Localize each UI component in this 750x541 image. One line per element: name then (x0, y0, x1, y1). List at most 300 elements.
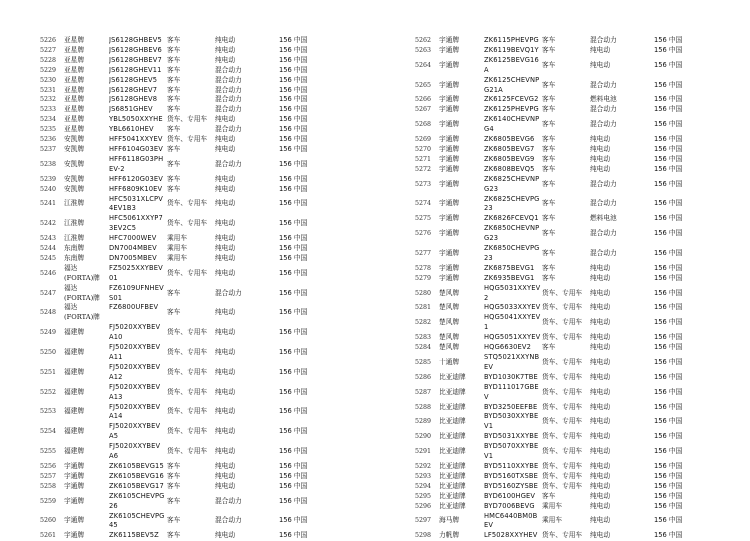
vehicle-type-cell (542, 472, 590, 482)
brand-cell-line: 比亚迪牌 (439, 491, 466, 500)
country-cell: 156 中国 (279, 481, 308, 490)
country-cell: 156 中国 (654, 144, 683, 153)
model-cell (484, 145, 542, 155)
model-cell (484, 95, 542, 105)
power-type-cell (590, 289, 654, 299)
table-row (40, 363, 370, 383)
table-row (40, 155, 370, 175)
vehicle-type-cell-line: 货车、专用车 (542, 288, 583, 297)
brand-cell-line: 安凯牌 (64, 159, 85, 168)
model-cell-line: ZK6140CHEVNP (484, 115, 540, 124)
table-row (40, 303, 370, 323)
brand-cell (64, 145, 109, 155)
model-cell-line: HFC5061XXYP7 (109, 214, 163, 223)
model-cell (484, 383, 542, 403)
model-cell-line: ZK6850CHEVPG (484, 244, 540, 253)
brand-cell-line: 亚星牌 (64, 125, 85, 134)
country-cell: 156 中国 (654, 288, 683, 297)
vehicle-type-cell-line: 货车、专用车 (167, 367, 208, 376)
model-cell-line: A11 (109, 353, 123, 361)
row-number: 5238 (40, 160, 57, 168)
brand-cell (64, 303, 109, 323)
brand-cell-line: 宇通牌 (439, 120, 460, 129)
row-number: 5240 (40, 185, 57, 193)
table-row (40, 343, 370, 363)
power-type-cell-line: 混合动力 (215, 65, 242, 74)
vehicle-type-cell-line: 货车、专用车 (167, 348, 208, 357)
country-cell: 156 中国 (654, 80, 683, 89)
model-cell-line: S01 (109, 293, 123, 302)
brand-cell (64, 36, 109, 46)
table-row (415, 46, 740, 56)
brand-cell (439, 46, 484, 56)
model-cell (484, 264, 542, 274)
country-cell: 156 中国 (279, 184, 308, 193)
row-number: 5270 (415, 145, 432, 153)
model-cell-line: ZK6105BEVG17 (109, 481, 164, 490)
vehicle-type-cell-line: 客车 (167, 55, 181, 64)
table-row (415, 502, 740, 512)
row-number: 5286 (415, 373, 432, 381)
power-type-cell-line: 纯电动 (590, 372, 611, 381)
power-type-cell-line: 纯电动 (590, 387, 611, 396)
vehicle-type-cell (542, 373, 590, 383)
vehicle-type-cell (167, 289, 215, 299)
country-cell: 156 中国 (279, 105, 308, 114)
country-cell: 156 中国 (654, 263, 683, 272)
brand-cell (64, 175, 109, 185)
row-number: 5279 (415, 274, 432, 282)
country-cell: 156 中国 (654, 45, 683, 54)
brand-cell (64, 531, 109, 541)
country-cell: 156 中国 (279, 367, 308, 376)
row-number: 5272 (415, 165, 432, 173)
vehicle-type-cell (167, 368, 215, 378)
brand-cell (439, 199, 484, 209)
brand-cell-line: 安凯牌 (64, 184, 85, 193)
power-type-cell (590, 199, 654, 209)
model-cell-line: HFC7000WEV (109, 234, 157, 243)
model-cell (109, 531, 167, 541)
model-cell-line: DN7004MBEV (109, 244, 157, 253)
model-cell (109, 512, 167, 532)
country-cell: 156 中国 (279, 268, 308, 277)
power-type-cell (590, 502, 654, 512)
power-type-cell-line: 燃料电池 (590, 95, 617, 104)
row-number: 5268 (415, 121, 432, 129)
brand-cell (64, 219, 109, 229)
power-type-cell-line: 混合动力 (590, 105, 617, 114)
power-type-cell-line: 纯电动 (215, 531, 236, 540)
model-cell-line: DN7005MBEV (109, 253, 157, 262)
country-cell: 156 中国 (279, 115, 308, 124)
power-type-cell (215, 269, 279, 279)
row-number: 5295 (415, 492, 432, 500)
table-row (40, 76, 370, 86)
brand-cell (439, 373, 484, 383)
vehicle-type-cell (542, 95, 590, 105)
brand-cell-line: 比亚迪牌 (439, 432, 466, 441)
model-cell-line: HFF5041XXYEV (109, 135, 163, 144)
vehicle-type-cell (167, 407, 215, 417)
brand-cell-line: 宇通牌 (439, 36, 460, 44)
table-row (40, 512, 370, 532)
country-cell: 156 中国 (654, 432, 683, 441)
row-number: 5273 (415, 180, 432, 188)
vehicle-type-cell (167, 95, 215, 105)
brand-cell (64, 185, 109, 195)
model-cell-line: 26 (109, 501, 118, 510)
table-row (40, 531, 370, 541)
vehicle-type-cell-line: 客车 (542, 45, 556, 54)
power-type-cell (215, 234, 279, 244)
model-cell-line: ZK6805BEVG7 (484, 144, 535, 153)
brand-cell (439, 155, 484, 165)
vehicle-type-cell-line: 货车、专用车 (167, 328, 208, 337)
vehicle-type-cell-line: 客车 (542, 95, 556, 104)
brand-cell-line: 福达 (64, 263, 78, 272)
brand-cell-line: 宇通牌 (64, 496, 85, 505)
table-row (415, 244, 740, 264)
vehicle-type-cell-line: 客车 (542, 263, 556, 272)
model-cell-line: JS6128GHEV7 (109, 85, 158, 94)
brand-cell (439, 492, 484, 502)
vehicle-type-cell-line: 客车 (167, 159, 181, 168)
power-type-cell (590, 531, 654, 541)
vehicle-type-cell (167, 472, 215, 482)
brand-cell (439, 95, 484, 105)
brand-cell (439, 447, 484, 457)
power-type-cell (215, 105, 279, 115)
model-cell-line: A5 (109, 432, 119, 441)
power-type-cell (215, 497, 279, 507)
brand-cell-line: 比亚迪牌 (439, 387, 466, 396)
model-cell-line: A6 (109, 452, 119, 461)
brand-cell-line: 宇通牌 (439, 263, 460, 272)
vehicle-type-cell-line: 客车 (542, 154, 556, 163)
brand-cell (64, 125, 109, 135)
brand-cell-line: 比亚迪牌 (439, 481, 466, 490)
vehicle-type-cell (542, 214, 590, 224)
power-type-cell-line: 混合动力 (590, 120, 617, 129)
table-row (415, 432, 740, 442)
row-number: 5278 (415, 264, 432, 272)
model-cell (109, 195, 167, 215)
brand-cell (439, 81, 484, 91)
vehicle-type-cell (542, 46, 590, 56)
vehicle-type-cell (167, 482, 215, 492)
brand-cell-line: 宇通牌 (439, 105, 460, 114)
power-type-cell-line: 纯电动 (590, 164, 611, 173)
model-cell (484, 502, 542, 512)
brand-cell (64, 516, 109, 526)
vehicle-type-cell-line: 客车 (167, 308, 181, 317)
power-type-cell (590, 373, 654, 383)
vehicle-type-cell-line: 货车、专用车 (167, 447, 208, 456)
model-cell (109, 244, 167, 254)
model-cell (109, 462, 167, 472)
country-cell: 156 中国 (654, 387, 683, 396)
row-number: 5258 (40, 482, 57, 490)
row-number: 5242 (40, 220, 57, 228)
power-type-cell (590, 358, 654, 368)
vehicle-type-cell (167, 135, 215, 145)
brand-cell-line: 福达 (64, 303, 78, 312)
vehicle-type-cell-line: 乘用车 (167, 253, 188, 262)
row-number: 5233 (40, 106, 57, 114)
model-cell (109, 323, 167, 343)
power-type-cell (215, 472, 279, 482)
vehicle-type-cell-line: 客车 (167, 461, 181, 470)
model-cell (484, 214, 542, 224)
power-type-cell (215, 254, 279, 264)
brand-cell-line: 楚风牌 (439, 303, 460, 312)
model-cell (109, 482, 167, 492)
brand-cell (439, 333, 484, 343)
brand-cell-line: 江淮牌 (64, 234, 85, 243)
vehicle-type-cell (542, 447, 590, 457)
brand-cell (64, 497, 109, 507)
power-type-cell-line: 纯电动 (215, 144, 236, 153)
vehicle-type-cell (542, 318, 590, 328)
row-number: 5236 (40, 136, 57, 144)
power-type-cell-line: 纯电动 (215, 447, 236, 456)
power-type-cell-line: 纯电动 (215, 461, 236, 470)
model-cell (484, 462, 542, 472)
country-cell: 156 中国 (279, 253, 308, 262)
model-cell-line: FJ5020XXYBEV (109, 402, 161, 411)
table-row (415, 313, 740, 333)
model-cell-line: HQG5051XXYEV (484, 333, 541, 342)
row-number: 5294 (415, 482, 432, 490)
table-row (415, 145, 740, 155)
brand-cell (64, 86, 109, 96)
model-cell-line: HQG5031XXYEV (484, 283, 541, 292)
vehicle-type-cell (542, 249, 590, 259)
model-cell-line: ZK6115PHEVPG (484, 36, 539, 44)
vehicle-type-cell-line: 客车 (167, 471, 181, 480)
power-type-cell-line: 纯电动 (590, 144, 611, 153)
vehicle-type-cell (542, 135, 590, 145)
power-type-cell-line: 混合动力 (590, 229, 617, 238)
table-row (415, 442, 740, 462)
model-cell (109, 135, 167, 145)
table-row (415, 135, 740, 145)
power-type-cell (215, 56, 279, 66)
vehicle-type-cell (542, 502, 590, 512)
row-number: 5226 (40, 37, 57, 44)
power-type-cell (590, 180, 654, 190)
brand-cell-line: 东南牌 (64, 253, 85, 262)
model-cell-line: LF5028XXYHEV (484, 531, 538, 540)
power-type-cell-line: 纯电动 (590, 263, 611, 272)
power-type-cell-line: 混合动力 (215, 496, 242, 505)
model-cell-line: STQ5021XXYNB (484, 353, 540, 361)
vehicle-type-cell (167, 348, 215, 358)
vehicle-type-cell-line: 客车 (542, 80, 556, 89)
row-number: 5288 (415, 403, 432, 411)
model-cell-line: BYD5160ZYSBE (484, 481, 538, 490)
vehicle-type-cell (542, 303, 590, 313)
table-row (40, 254, 370, 264)
brand-cell-line: 亚星牌 (64, 115, 85, 124)
model-cell-line: EV (484, 521, 494, 530)
row-number: 5227 (40, 46, 57, 54)
model-cell-line: ZK6805BEVG9 (484, 154, 535, 163)
country-cell: 156 中国 (279, 447, 308, 456)
vehicle-type-cell (167, 66, 215, 76)
vehicle-type-cell-line: 乘用车 (542, 501, 563, 510)
row-number: 5298 (415, 532, 432, 540)
vehicle-type-cell (167, 497, 215, 507)
power-type-cell-line: 纯电动 (590, 333, 611, 342)
brand-cell (439, 264, 484, 274)
model-cell-line: ZK6935BEVG1 (484, 273, 535, 282)
power-type-cell (590, 472, 654, 482)
model-cell-line: HFF6104G03EV (109, 144, 164, 153)
brand-cell (64, 95, 109, 105)
model-cell (109, 363, 167, 383)
brand-cell (439, 531, 484, 541)
country-cell: 156 中国 (654, 516, 683, 525)
model-cell-line: FJ5020XXYBEV (109, 343, 161, 352)
table-row (40, 105, 370, 115)
brand-cell-line: 宇通牌 (439, 45, 460, 54)
vehicle-type-cell-line: 客车 (167, 288, 181, 297)
country-cell: 156 中国 (279, 199, 308, 208)
model-cell-line: HMC6440BM0B (484, 511, 538, 520)
row-number: 5247 (40, 289, 57, 297)
model-cell (109, 36, 167, 46)
row-number: 5282 (415, 319, 432, 327)
country-cell: 156 中国 (279, 531, 308, 540)
table-row (415, 56, 740, 76)
row-number: 5251 (40, 368, 57, 376)
table-row (40, 175, 370, 185)
vehicle-type-cell-line: 客车 (167, 481, 181, 490)
country-cell: 156 中国 (654, 491, 683, 500)
model-cell-line: BYD111017GBE (484, 382, 539, 391)
model-cell-line: A13 (109, 392, 123, 401)
vehicle-type-cell-line: 货车、专用车 (167, 268, 208, 277)
brand-cell (64, 115, 109, 125)
row-number: 5248 (40, 309, 57, 317)
brand-cell-line: 福建牌 (64, 328, 85, 337)
table-row (415, 373, 740, 383)
power-type-cell (590, 303, 654, 313)
power-type-cell (590, 214, 654, 224)
row-number: 5271 (415, 155, 432, 163)
model-cell-line: HFF6120G03EV (109, 174, 164, 183)
country-cell: 156 中国 (279, 55, 308, 64)
model-cell (109, 492, 167, 512)
model-cell (484, 175, 542, 195)
power-type-cell (215, 115, 279, 125)
brand-cell-line: 福建牌 (64, 348, 85, 357)
brand-cell (439, 403, 484, 413)
model-cell-line: V1 (484, 452, 494, 461)
brand-cell-line: 宇通牌 (439, 144, 460, 153)
vehicle-type-cell-line: 客车 (542, 60, 556, 69)
power-type-cell-line: 纯电动 (215, 481, 236, 490)
table-row (40, 422, 370, 442)
row-number: 5293 (415, 472, 432, 480)
row-number: 5283 (415, 334, 432, 342)
model-cell (484, 36, 542, 46)
model-cell (109, 115, 167, 125)
model-cell-line: FJ5020XXYBEV (109, 382, 161, 391)
vehicle-type-cell-line: 客车 (542, 105, 556, 114)
power-type-cell-line: 纯电动 (590, 491, 611, 500)
brand-cell (439, 229, 484, 239)
model-cell-line: 2 (484, 293, 489, 302)
power-type-cell (215, 199, 279, 209)
vehicle-type-cell-line: 客车 (542, 135, 556, 144)
power-type-cell (590, 462, 654, 472)
vehicle-type-cell (542, 180, 590, 190)
vehicle-type-cell-line: 客车 (167, 75, 181, 84)
power-type-cell (590, 516, 654, 526)
model-cell (109, 403, 167, 423)
model-cell-line: ZK6850CHEVNP (484, 224, 540, 233)
power-type-cell-line: 纯电动 (215, 115, 236, 124)
model-cell-line: ZK6875BEVG1 (484, 263, 535, 272)
brand-cell-line: 安凯牌 (64, 174, 85, 183)
power-type-cell-line: 混合动力 (590, 199, 617, 208)
power-type-cell (590, 274, 654, 284)
power-type-cell (590, 36, 654, 46)
brand-cell-line: 福建牌 (64, 407, 85, 416)
table-row (40, 145, 370, 155)
row-number: 5263 (415, 46, 432, 54)
model-cell-line: 45 (109, 521, 118, 530)
vehicle-type-cell-line: 货车、专用车 (542, 357, 583, 366)
power-type-cell (590, 333, 654, 343)
power-type-cell (590, 482, 654, 492)
power-type-cell-line: 纯电动 (590, 417, 611, 426)
model-cell-line: JS6128GHBEV7 (109, 55, 162, 64)
table-row (40, 492, 370, 512)
power-type-cell (590, 492, 654, 502)
model-cell-line: 23 (484, 204, 493, 213)
vehicle-type-cell (542, 105, 590, 115)
table-row (40, 135, 370, 145)
brand-cell (439, 388, 484, 398)
brand-cell-line: 宇通牌 (439, 135, 460, 144)
row-number: 5228 (40, 56, 57, 64)
power-type-cell-line: 混合动力 (215, 95, 242, 104)
table-row (415, 284, 740, 304)
country-cell: 156 中国 (279, 471, 308, 480)
brand-cell (64, 388, 109, 398)
brand-cell (439, 105, 484, 115)
power-type-cell-line: 混合动力 (215, 125, 242, 134)
vehicle-type-cell-line: 货车、专用车 (542, 372, 583, 381)
vehicle-type-cell-line: 客车 (542, 144, 556, 153)
model-cell-line: BYD5070XXYBE (484, 442, 539, 451)
brand-cell (64, 348, 109, 358)
table-row (415, 274, 740, 284)
brand-cell-line: 楚风牌 (439, 333, 460, 342)
vehicle-type-cell-line: 货车、专用车 (167, 427, 208, 436)
table-row (415, 224, 740, 244)
model-cell-line: ZK6826FCEVQ1 (484, 214, 539, 223)
vehicle-type-cell-line: 客车 (167, 95, 181, 104)
row-number: 5262 (415, 37, 432, 44)
vehicle-type-cell (542, 264, 590, 274)
vehicle-type-cell-line: 客车 (542, 120, 556, 129)
brand-cell (64, 427, 109, 437)
